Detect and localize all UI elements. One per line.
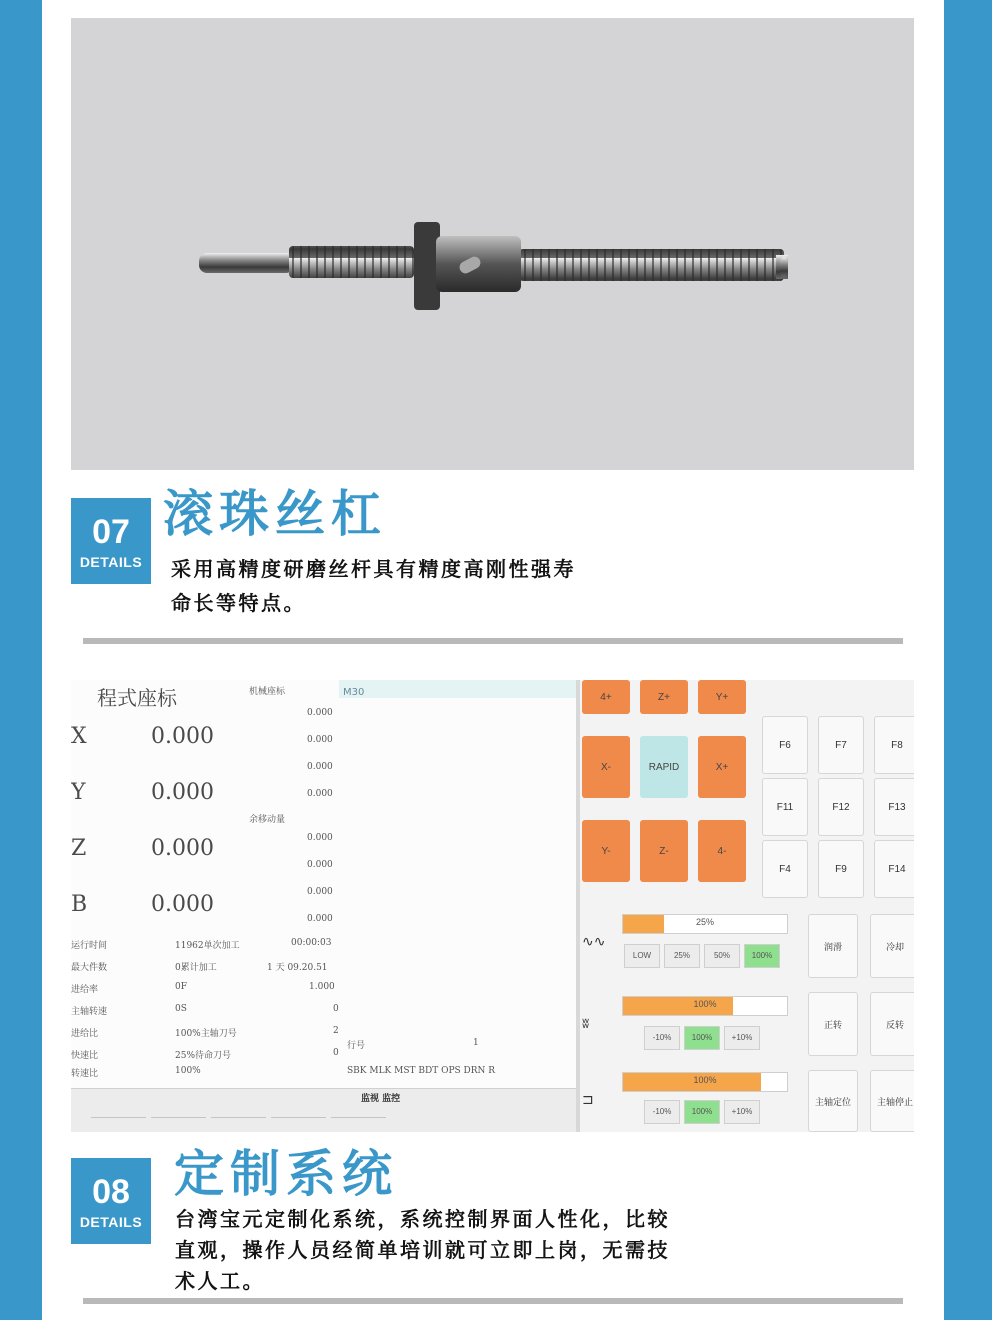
spindle-btn[interactable]: +10% (724, 1100, 760, 1124)
status-label: 进给率 (71, 985, 99, 995)
section-description (175, 1204, 670, 1297)
line-value: 1 (473, 1038, 479, 1048)
status-right: 2 (333, 1026, 339, 1036)
section-badge-07 (71, 498, 151, 584)
desc-line-2: 直观，操作人员经简单培训就可立即上岗，无需技 (175, 1238, 670, 1262)
status-label: 转速比 (71, 1069, 99, 1079)
status-label: 最大件数 (71, 963, 108, 973)
feed-override (580, 992, 800, 1060)
func-key[interactable]: F8 (874, 716, 914, 774)
mode-flags: SBK MLK MST BDT OPS DRN R (347, 1066, 496, 1076)
rapid-btn[interactable]: 25% (664, 944, 700, 968)
ball-screw-photo (71, 18, 914, 470)
desc-line-3: 术人工。 (175, 1269, 265, 1293)
rapid-override-value: 25% (695, 917, 714, 927)
feed-icon: ʬ (582, 1016, 590, 1032)
spindle-override-value: 100% (693, 1075, 717, 1085)
rapid-override-bar (622, 914, 788, 934)
command-text: M30 (343, 687, 365, 698)
desc-line-1: 采用高精度研磨丝杆具有精度高刚性强寿 (171, 557, 576, 581)
spindle-btn[interactable]: -10% (644, 1100, 680, 1124)
feed-btn[interactable]: 100% (684, 1026, 720, 1050)
spindle-btn[interactable]: 100% (684, 1100, 720, 1124)
status-right: 00:00:03 (291, 938, 332, 948)
func-key[interactable]: F6 (762, 716, 808, 774)
status-right: 1 天 09.20.51 (267, 963, 328, 973)
softkey[interactable] (331, 1117, 386, 1132)
status-mid: 100%主轴刀号 (175, 1029, 237, 1039)
spindle-cw-button[interactable]: 正转 (808, 992, 858, 1056)
spindle-ccw-button[interactable]: 反转 (870, 992, 914, 1056)
func-key[interactable]: F12 (818, 778, 864, 836)
status-mid: 0累计加工 (175, 963, 217, 973)
status-right: 0 (333, 1048, 339, 1058)
rapid-icon: ∿∿ (582, 934, 606, 950)
softkey-bar (71, 1088, 576, 1132)
func-key[interactable]: F11 (762, 778, 808, 836)
control-panel-screenshot (71, 680, 914, 1132)
softkey[interactable] (151, 1117, 206, 1132)
coordinate-display (71, 680, 576, 1132)
axis-value-y: 0.000 (151, 780, 214, 805)
spindle-orient-button[interactable]: 主轴定位 (808, 1070, 858, 1132)
machine-value: 0.000 (307, 762, 333, 772)
jog-key-xplus[interactable]: X+ (698, 736, 746, 798)
remaining-value: 0.000 (307, 914, 333, 924)
status-label: 进给比 (71, 1029, 99, 1039)
desc-line-2: 命长等特点。 (171, 591, 306, 615)
axis-value-b: 0.000 (151, 892, 214, 917)
machine-value: 0.000 (307, 789, 333, 799)
remaining-value: 0.000 (307, 833, 333, 843)
axis-label-b: B (71, 892, 88, 917)
lubrication-button[interactable]: 润滑 (808, 914, 858, 978)
softkey[interactable] (271, 1117, 326, 1132)
status-mid: 25%待命刀号 (175, 1051, 232, 1061)
func-key[interactable]: F7 (818, 716, 864, 774)
spindle-override-bar (622, 1072, 788, 1092)
machine-value: 0.000 (307, 708, 333, 718)
section-title-ball-screw: 滚珠丝杠 (163, 485, 387, 543)
status-label: 快速比 (71, 1051, 99, 1061)
remaining-value: 0.000 (307, 887, 333, 897)
softkey[interactable] (211, 1117, 266, 1132)
right-accent-bar (944, 0, 992, 1320)
divider (83, 638, 903, 644)
jog-key-yminus[interactable]: Y- (582, 820, 630, 882)
section-badge-08 (71, 1158, 151, 1244)
func-key[interactable]: F9 (818, 840, 864, 898)
feed-override-value: 100% (693, 999, 717, 1009)
status-mid: 100% (175, 1066, 201, 1076)
remaining-label: 余移动量 (249, 815, 286, 825)
jog-key-4plus[interactable]: 4+ (582, 680, 630, 714)
rapid-btn[interactable]: 50% (704, 944, 740, 968)
axis-label-z: Z (71, 836, 87, 861)
status-label: 主轴转速 (71, 1007, 108, 1017)
section-title-custom-system: 定制系统 (174, 1145, 398, 1203)
program-coords-label: 程式座标 (97, 686, 177, 710)
status-mid: 11962单次加工 (175, 941, 240, 951)
line-label: 行号 (347, 1041, 366, 1051)
feed-override-bar (622, 996, 788, 1016)
coolant-button[interactable]: 冷却 (870, 914, 914, 978)
func-key[interactable]: F13 (874, 778, 914, 836)
badge-label: DETAILS (79, 1214, 143, 1230)
spindle-override (580, 1068, 800, 1132)
badge-number: 08 (92, 1173, 130, 1211)
axis-value-x: 0.000 (151, 724, 214, 749)
jog-key-zminus[interactable]: Z- (640, 820, 688, 882)
desc-line-1: 台湾宝元定制化系统，系统控制界面人性化，比较 (175, 1207, 670, 1231)
divider (83, 1298, 903, 1304)
command-bar (339, 680, 576, 698)
func-key[interactable]: F14 (874, 840, 914, 898)
rapid-btn[interactable]: 100% (744, 944, 780, 968)
badge-label: DETAILS (79, 554, 143, 570)
tab-monitor[interactable]: 监视 监控 (361, 1094, 401, 1104)
axis-label-x: X (71, 724, 87, 749)
spindle-stop-button[interactable]: 主轴停止 (870, 1070, 914, 1132)
operator-panel (580, 680, 914, 1132)
machine-coords-label: 机械座标 (249, 687, 286, 697)
feed-btn[interactable]: +10% (724, 1026, 760, 1050)
jog-key-zplus[interactable]: Z+ (640, 680, 688, 714)
rapid-override (580, 910, 800, 978)
badge-number: 07 (92, 513, 130, 551)
status-right: 0 (333, 1004, 339, 1014)
section-description (171, 552, 576, 620)
softkey[interactable] (91, 1117, 146, 1132)
axis-value-z: 0.000 (151, 836, 214, 861)
status-mid: 0S (175, 1004, 187, 1014)
axis-label-y: Y (71, 780, 86, 805)
machine-value: 0.000 (307, 735, 333, 745)
func-key[interactable]: F4 (762, 840, 808, 898)
jog-key-yplus[interactable]: Y+ (698, 680, 746, 714)
status-right: 1.000 (309, 982, 335, 992)
jog-key-4minus[interactable]: 4- (698, 820, 746, 882)
feed-btn[interactable]: -10% (644, 1026, 680, 1050)
spindle-icon: ⊐ (582, 1092, 594, 1108)
status-mid: 0F (175, 982, 187, 992)
rapid-key[interactable]: RAPID (640, 736, 688, 798)
jog-key-xminus[interactable]: X- (582, 736, 630, 798)
left-accent-bar (0, 0, 42, 1320)
remaining-value: 0.000 (307, 860, 333, 870)
status-label: 运行时间 (71, 941, 108, 951)
rapid-btn[interactable]: LOW (624, 944, 660, 968)
